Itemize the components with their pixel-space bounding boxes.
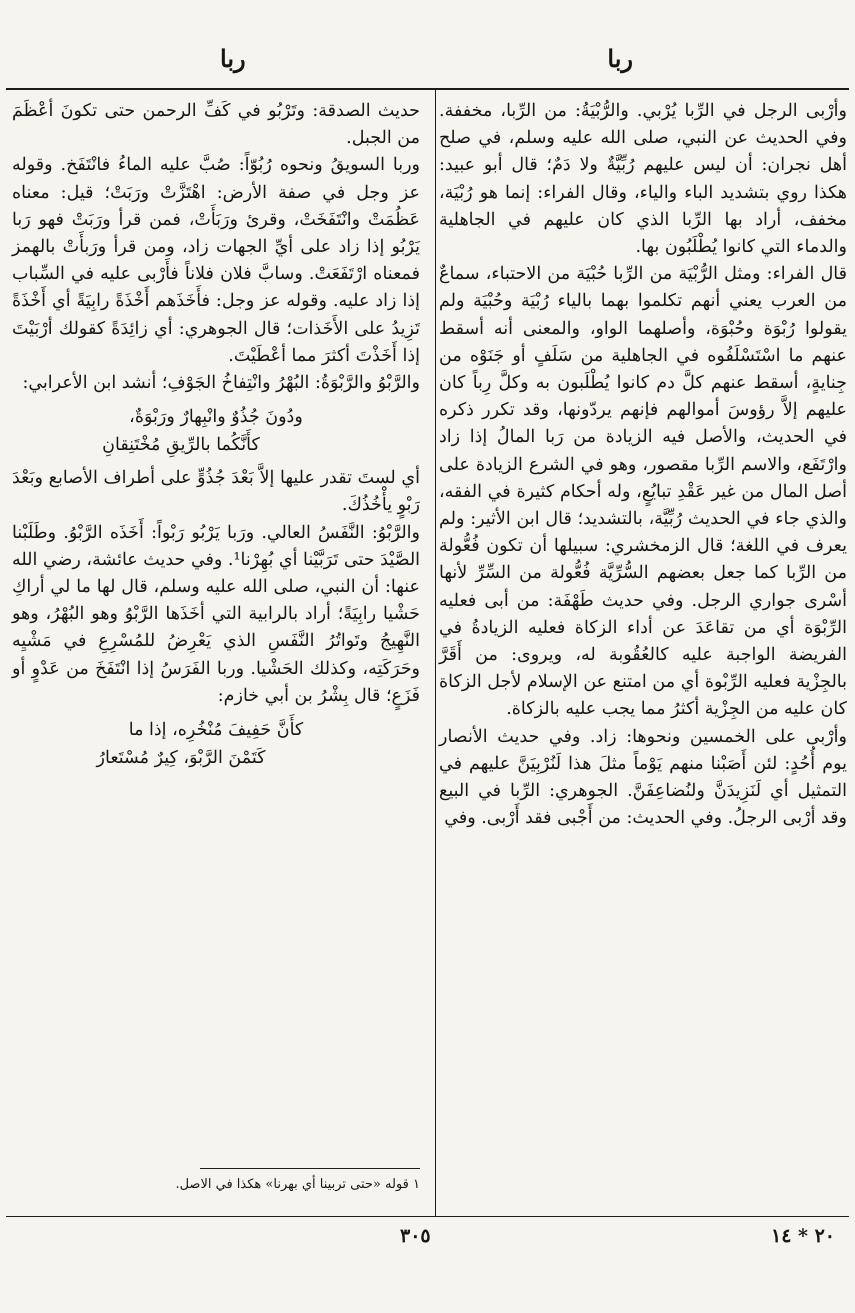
footnote-rule <box>200 1168 420 1169</box>
footnote: ١ قوله «حتى تربينا أي بهرنا» هكذا في الاصل. <box>175 1177 420 1192</box>
verse-2-line-1: كأَنَّ حَفِيفَ مُنْخُرِه، إذا ما <box>128 720 304 741</box>
verse-2-line-2: كَتَمْنَ الرَّبْوَ، كِيرٌ مُسْتَعارُ <box>96 748 266 769</box>
header-rule <box>6 88 849 90</box>
left-paragraph-3: والرَّبْوُ والرَّبْوَةُ: البُهْرُ وانْتِفاخُ الجَوْفِ؛ أنشد ابن الأعرابي: <box>22 373 420 394</box>
printer-signature: ٢٠ * ١٤ <box>770 1225 835 1247</box>
verse-1-line-1: ودُونَ جُذُوٌ وانْبِهارٌ ورَبْوَةٌ، <box>129 407 303 428</box>
right-column <box>439 98 847 832</box>
right-paragraph-2: قال الفراء: ومثل الرُّبْيَة من الرِّبا حُبْيَة من الاحتباء، سماعٌ من العرب يعني أنهم تكلموا بهما بالياء رُبْيَة وحُبْيَة ولم يقولوا رُبْوَة وحُبْوَة، وأصلهما الواو، والمعنى أنه أسقط عنهم ما اسْتَسْلَفُوه في الجاهلية من سَلَفٍ أو جَنَوْه من جِنايةٍ، أسقط عنهم كلَّ دم كانوا يُطْلَبون به وكلَّ رِباً كان عليهم إلاَّ رؤوسَ أموالهم فإنهم يردّونها، وقد تكرر ذكره في الحديث، والأصل فيه الزيادة من رَبا المالُ إذا زاد وارْتَفَع، والاسم الرِّبا مقصور، وهو في الشرع الزيادة على أصل المال من غير عَقْدِ تبايُعٍ، وله أحكام كثيرة في الفقه، والذي جاء في الحديث رُبِّيَّة، بالتشديد؛ قال ابن الأثير: ولم يعرف في اللغة؛ قال الزمخشري: سبيلها أن تكون فُعُّولة من الرِّبا كما جعل بعضهم السُّرِّيَّة فُعُّولة من السِّرِّ لأنها أسْرى جواري الرجل. وفي حديث طَهْفَة: من أبى فعليه الرِّبْوَة أي من تقاعَدَ عن أداء الزكاة فعليه الزيادةُ في الفريضة الواجبة عليه كالعُقُوبة له، ويروى: من أَقَرَّ بالجِزْية فعليه الرِّبْوة أي من امتنع عن الإسلام لأجل الزكاة كان عليه من الجِزْية أكثرُ مما يجب عليه بالزكاة. <box>439 264 847 720</box>
left-paragraph-5: والرَّبْوُ: النَّفَسُ العالي. ورَبا يَرْبُو رَبْواً: أَخَذَه الرَّبْوُ. وطَلَبْنا الصَّيْدَ حتى تَرَبَّيْنا أي بُهِرْنا¹. وفي حديث عائشة، رضي الله عنها: أن النبي، صلى الله عليه وسلم، قال لها ما لي أراكِ حَشْيا رابِيَةً؛ أراد بالرابية التي أخَذَها الرَّبْوُ وهو البُهْرُ، وهو النَّهِيجُ وتَواتُرُ النَّفَسِ الذي يَعْرِضُ للمُسْرِعِ في مَشْيِه وحَرَكَتِه، وكذلك الحَشْيا. وربا الفَرَسُ إذا انْتَفَخَ من عَدْوٍ أو فَزَعٍ؛ قال بِشْرُ بن أبي خازم: <box>12 522 421 706</box>
left-paragraph-1: حديث الصدقة: وتَرْبُو في كَفِّ الرحمن حتى تكونَ أعْظَمَ من الجبل. <box>12 101 420 149</box>
footer-rule <box>6 1216 849 1217</box>
running-head-right: ربا <box>607 44 633 73</box>
verse-quote-1 <box>12 403 420 459</box>
page-number: ٣٠٥ <box>400 1225 431 1247</box>
left-paragraph-4: أي لستَ تقدر عليها إلاَّ بَعْدَ جُذُوٍّ على أطراف الأصابع وبَعْدَ رَبْوٍ يأْخُذُكَ. <box>12 468 420 516</box>
left-paragraph-2: وربا السويقُ ونحوه رُبُوّاً: صُبَّ عليه الماءُ فانْتَفَخ. وقوله عز وجل في صفة الأرض: اهْتَزَّتْ ورَبَتْ؛ قيل: معناه عَظُمَتْ وانْتَفَخَتْ، وقرئ ورَبَأَتْ، فمن قرأ ورَبَتْ فهو رَبا يَرْبُو إذا زاد على أيِّ الجهات زاد، ومن قرأ ورَبأَتْ بالهمز فمعناه ارْتَفَعَتْ. وسابَّ فلان فلاناً فأَرْبى عليه في السِّباب إذا زاد عليه. وقوله عز وجل: فأَخَذَهم أَخْذَةً رابِيَةً أي أَخْذَةً تَزِيدُ على الأَخَذات؛ قال الجوهري: أي زائِدَةً كقولك أرْبَيْتَ إذا أَخَذْتَ أكثرَ مما أعْطَيْتَ. <box>12 155 420 366</box>
left-column <box>12 98 420 778</box>
verse-quote-2 <box>12 716 420 772</box>
right-paragraph-3: وأرْبى على الخمسين ونحوها: زاد. وفي حديث الأنصار يوم أُحُدٍ: لئن أَصَبْنا منهم يَوْماً مثلَ هذا لَنُرْبِيَنَّ عليهم في التمثيل أي لَنَزِيدَنَّ ولنُضاعِفَنَّ. الجوهري: الرِّبا في البيع وقد أرْبى الرجلُ. وفي الحديث: من أَجْبى فقد أَرْبى. وفي <box>439 726 847 829</box>
right-paragraph-1: وأرْبى الرجل في الرِّبا يُرْبي. والرُّبْيَةُ: من الرِّبا، مخففة. وفي الحديث عن النبي، صلى الله عليه وسلم، في صلح أهل نجران: أن ليس عليهم رُبِّيَّةٌ ولا دَمٌ؛ قال أبو عبيد: هكذا روي بتشديد الباء والياء، وقال الفراء: إنما هو رُبْيَة، مخفف، أراد بها الرِّبا الذي كان عليهم في الجاهلية والدماء التي كانوا يُطْلَبُون بها. <box>439 101 847 258</box>
column-divider <box>435 90 436 1216</box>
running-head-left: ربا <box>220 44 246 73</box>
verse-1-line-2: كأَنَّكُما بالرِّيقِ مُخْتَنِقانِ <box>102 435 260 456</box>
